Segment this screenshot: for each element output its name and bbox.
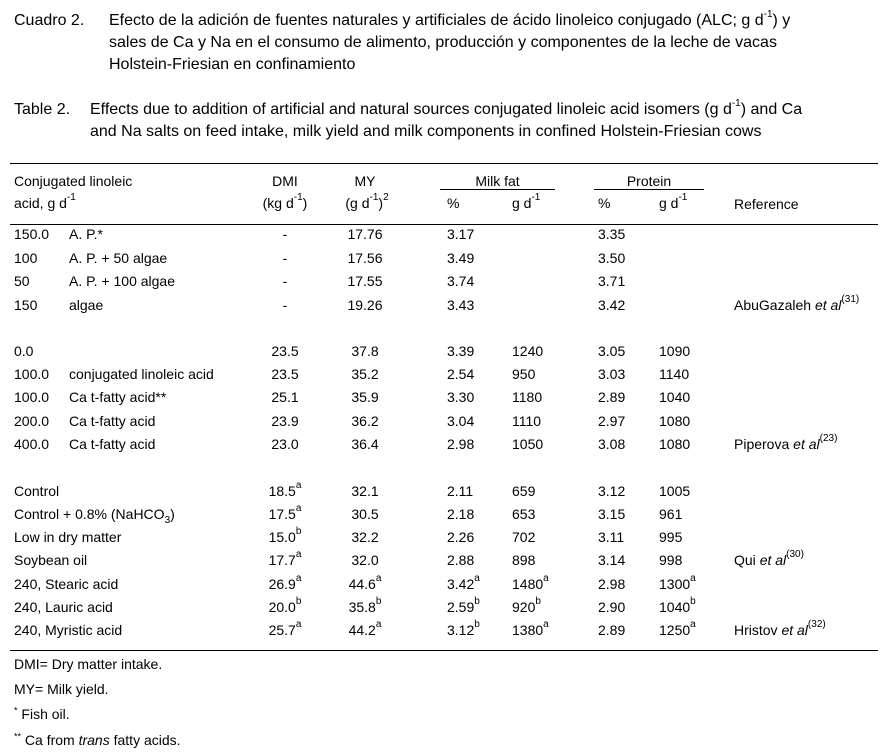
caption-spanish-line-1: Efecto de la adición de fuentes naturales y artificiales de ácido linoleico conjugado (ALC; g $d^{-1}$) y <box>109 8 791 29</box>
table-top-rule <box>10 163 878 164</box>
milk-fat-rule <box>440 189 555 190</box>
caption-english-line-2: and Na salts on feed intake, milk yield and milk components in confined Holstein-Friesian cows <box>90 123 762 140</box>
footnote-ca-trans: ** Ca from trans fatty acids. <box>14 731 181 748</box>
header-my-unit: (g $d^{-1})^2$ <box>345 192 389 211</box>
footnote-my: MY= Milk yield. <box>14 681 109 697</box>
protein-rule <box>594 189 704 190</box>
header-reference: Reference <box>734 196 799 212</box>
footnote-fish-oil: * Fish oil. <box>14 705 70 722</box>
reference-qui: Qui et $al^{(30)}$ <box>734 549 804 568</box>
reference-abugazaleh: AbuGazaleh et $al^{(31)}$ <box>734 294 860 313</box>
header-dmi: DMI <box>272 173 298 189</box>
header-prot-g: g $d^{-1}$ <box>659 192 688 211</box>
caption-spanish-label: Cuadro 2. <box>14 12 85 29</box>
caption-spanish-line-2: sales de Ca y Na en el consumo de alimento, producción y componentes de la leche de vacas <box>109 34 777 51</box>
header-col1-line1: Conjugated linoleic <box>14 173 133 189</box>
header-milk-fat: Milk fat <box>475 173 520 189</box>
reference-piperova: Piperova et $al^{(23)}$ <box>734 433 838 452</box>
caption-english-label: Table 2. <box>14 101 71 118</box>
caption-english-line-1: Effects due to addition of artificial and natural sources conjugated linoleic acid isomers (g $d^{-1}$) and Ca <box>90 97 803 118</box>
header-fat-g: g $d^{-1}$ <box>512 192 541 211</box>
header-protein: Protein <box>626 173 672 189</box>
header-dmi-unit: (kg $d^{-1}$) <box>262 192 308 211</box>
table-bottom-rule <box>10 650 878 651</box>
caption-spanish-line-3: Holstein-Friesian en confinamiento <box>109 56 356 73</box>
header-col1-line2: acid, g $d^{-1}$ <box>14 192 76 211</box>
footnote-dmi: DMI= Dry matter intake. <box>14 656 163 672</box>
header-my: MY <box>354 173 376 189</box>
header-prot-pct: % <box>598 195 611 211</box>
reference-hristov: Hristov et $al^{(32)}$ <box>734 619 826 638</box>
header-fat-pct: % <box>447 195 460 211</box>
header-bottom-rule <box>10 224 878 225</box>
